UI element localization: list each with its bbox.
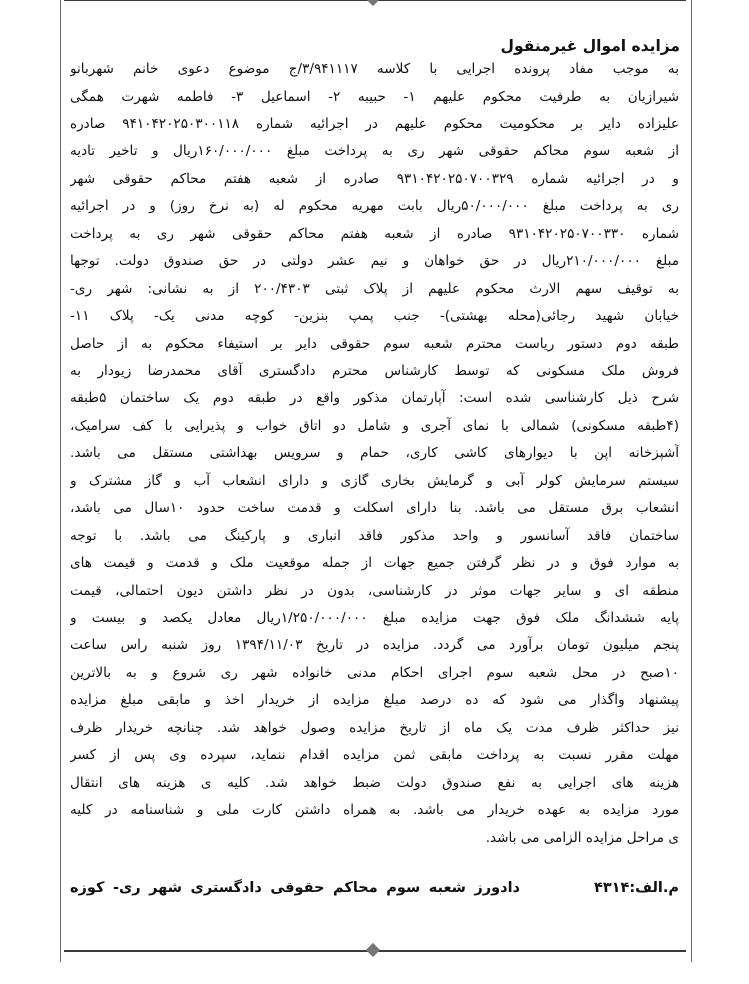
notice-body-line: خیابان شهید رجائی(محله بهشتی)- جنب پمپ بنزین- کوچه مدنی یک- پلاک ۱۱- [70,308,679,324]
notice-body-line: ساختمان فاقد آسانسور و واحد مذکور فاقد انباری و پارکینگ می باشد. با توجه [70,527,679,544]
notice-body-line: ی مراحل مزایده الزامی می باشد. [485,829,679,846]
notice-body-line: پیشنهاد واگذار می شود که ده درصد مبلغ مزایده از خریدار اخذ و مابقی مبلغ مزایده [70,692,679,709]
notice-body-line: فروش ملک مسکونی که توسط کارشناس محترم دادگستری آقای محمدرضا زیودار به [70,362,679,379]
notice-body-line: آشپزخانه اپن با دیوارهای کاشی کاری، حمام و سرویس بهداشتی مستقل می باشد. [70,445,679,462]
reference-code: م.الف:۴۳۱۴ [593,880,679,896]
notice-body-line: انشعاب برق مستقل می باشد. بنا دارای اسکلت و قدمت ساخت حدود ۱۰سال می باشد، [70,500,679,517]
notice-body-line: هزینه های اجرایی به نفع صندوق دولت ضبط خواهد شد. کلیه ی هزینه های انتقال [70,774,679,791]
notice-body-line: شماره ۹۳۱۰۴۲۰۲۵۰۷۰۰۳۳۰ صادره از شعبه هفتم محاکم حقوقی شهر ری به پرداخت [70,225,679,242]
notice-body-line: (۴طبقه مسکونی) شمالی با نمای آجری و شامل دو اتاق خواب و پذیرایی با کف سرامیک، [70,417,679,434]
notice-body-line: پنجم میلیون تومان برآورد می گردد. مزایده در تاریخ ۱۳۹۴/۱۱/۰۳ روز شنبه راس ساعت [70,637,679,654]
issuer-signature: دادورز شعبه سوم محاکم حقوقی دادگستری شهر ری- کوزه [70,880,520,896]
top-divider [64,0,686,7]
notice-footer [70,874,679,902]
notice-body-line: ری به پرداخت مبلغ ۵۰/۰۰۰/۰۰۰ریال بابت مهریه محکوم له (به نرخ روز) و در اجرائیه [70,198,679,215]
diamond-ornament-icon [366,943,380,957]
notice-body-line: به موجب مفاد پرونده اجرایی با کلاسه ۳/۹۴۱۱۱۷/ج موضوع دعوی خانم شهربانو [70,61,679,77]
notice-body-line: منطقه ای و سایر جهات موثر در کارشناسی، بدون در نظر داشتن دیون احتمالی، قیمت [70,582,679,599]
notice-body-line: مورد مزایده به عهده خریدار می باشد. به همراه داشتن کارت ملی و شناسنامه در کلیه [70,802,679,819]
notice-body-line: سیستم سرمایش کولر آبی و گرمایش بخاری گازی و دارای انشعاب آب و گاز مشترک و [70,472,679,489]
notice-body-line: به توقیف سهم الارث محکوم علیهم از پلاک ثبتی ۲۰۰/۴۳۰۳ از به نشانی: شهر ری- [70,280,679,297]
notice-body-line: شرح ذیل کارشناسی شده است: آپارتمان مذکور واقع در طبقه دوم یک ساختمان ۵طبقه [70,390,679,407]
notice-body-line: و در اجرائیه شماره ۹۳۱۰۴۲۰۲۵۰۷۰۰۳۲۹ صادره از شعبه هفتم محاکم حقوقی شهر [70,170,679,187]
notice-body-line: ۱۰صبح در محل شعبه سوم اجرای احکام مدنی خانواده شهر ری شروع و به بالاترین [70,664,679,681]
notice-body-line: شیرازیان به طرفیت محکوم علیهم ۱- حبیبه ۲- اسماعیل ۳- فاطمه شهرت همگی [70,88,679,105]
notice-body-line: مبلغ ۲۱۰/۰۰۰/۰۰۰ریال در حق خواهان و نیم عشر دولتی در حق صندوق دولت. توجها [70,253,679,270]
notice-body-line: پایه ششدانگ ملک فوق جهت مزایده مبلغ ۱/۲۵۰/۰۰۰/۰۰۰ریال معادل یکصد و بیست و [70,610,679,626]
notice-body-line: طبقه دوم دستور ریاست محترم شعبه سوم حقوقی دایر بر استیفاء محکوم به از حاصل [70,335,679,352]
notice-body-line: به موارد فوق و در نظر گرفتن جمیع جهات از جمله موقعیت ملک و قدمت و قیمت های [70,555,679,572]
notice-title: مزایده اموال غیرمنقول [500,37,680,55]
bottom-divider [64,944,686,958]
notice-body-line: مهلت مقرر نسبت به پرداخت مابقی ثمن مزایده اقدام ننماید، سپرده وی پس از کسر [70,747,679,764]
notice-body-line: نیز حداکثر ظرف مدت یک ماه از تاریخ مزایده وصول خواهد شد. چنانچه خریدار ظرف [70,719,679,736]
notice-body-line: از شعبه سوم محاکم حقوقی شهر ری به پرداخت مبلغ ۱۶۰/۰۰۰/۰۰۰ریال و تاخیر تادیه [70,143,679,160]
diamond-ornament-icon [366,0,380,6]
notice-body-line: علیزاده دایر بر محکومیت محکوم علیهم در اجرائیه شماره ۹۴۱۰۴۲۰۲۵۰۳۰۰۱۱۸ صادره [70,115,679,132]
